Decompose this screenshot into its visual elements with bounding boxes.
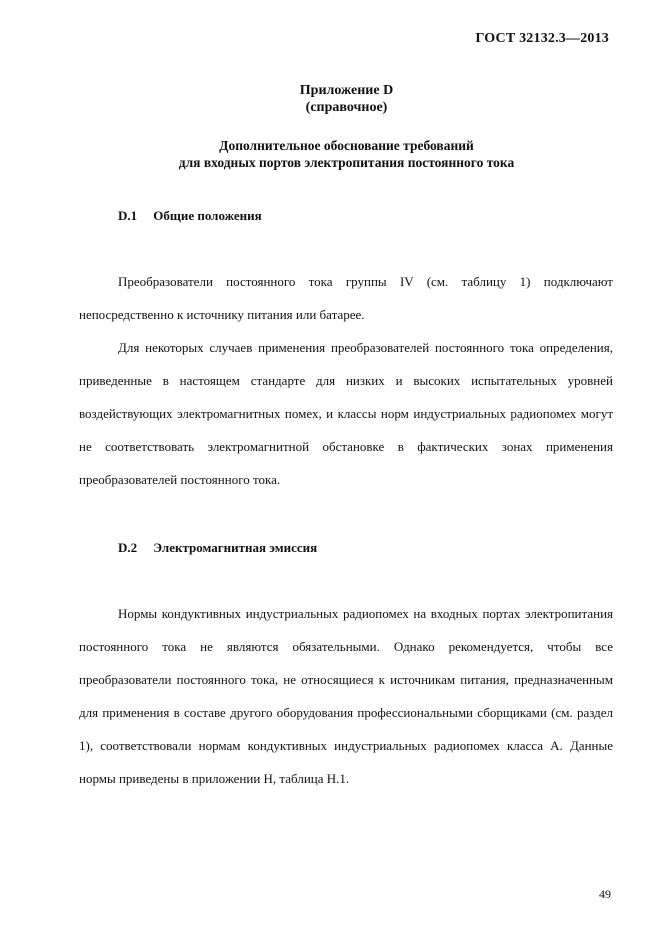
section-number: D.2	[118, 540, 138, 555]
annex-heading-line2: для входных портов электропитания постоянного тока	[178, 155, 515, 170]
annex-title-block	[0, 82, 661, 116]
annex-title: Приложение D	[299, 83, 394, 98]
annex-heading-block	[0, 137, 661, 171]
page-number: 49	[599, 887, 611, 901]
annex-status: (справочное)	[305, 100, 388, 115]
section-body-d2	[79, 597, 613, 795]
paragraph: Преобразователи постоянного тока группы IV (см. таблицу 1) подключают непосредственно к источнику питания или батарее.	[79, 274, 613, 322]
annex-heading-line1: Дополнительное обоснование требований	[219, 138, 474, 153]
standard-code: ГОСТ 32132.3—2013	[475, 31, 609, 46]
section-heading-d1	[118, 208, 262, 224]
section-heading-d2	[118, 540, 317, 556]
paragraph: Нормы кондуктивных индустриальных радиопомех на входных портах электропитания постоянного тока не являются обязательными. Однако рекомендуется, чтобы все преобразователи постоянного тока, не относящиеся к источникам питания, предназначенным для применения в составе другого оборудования профессиональными сборщиками (см. раздел 1), соответствовали нормам кондуктивных индустриальных радиопомех класса А. Данные нормы приведены в приложении Н, таблица Н.1.	[79, 606, 613, 786]
section-title: Общие положения	[153, 208, 262, 223]
section-title: Электромагнитная эмиссия	[153, 540, 318, 555]
paragraph: Для некоторых случаев применения преобразователей постоянного тока определения, приведенные в настоящем стандарте для низких и высоких испытательных уровней воздействующих электромагнитных помех, и классы норм индустриальных радиопомех могут не соответствовать электромагнитной обстановке в фактических зонах применения преобразователей постоянного тока.	[79, 340, 613, 487]
section-body-d1	[79, 265, 613, 496]
section-number: D.1	[118, 208, 138, 223]
